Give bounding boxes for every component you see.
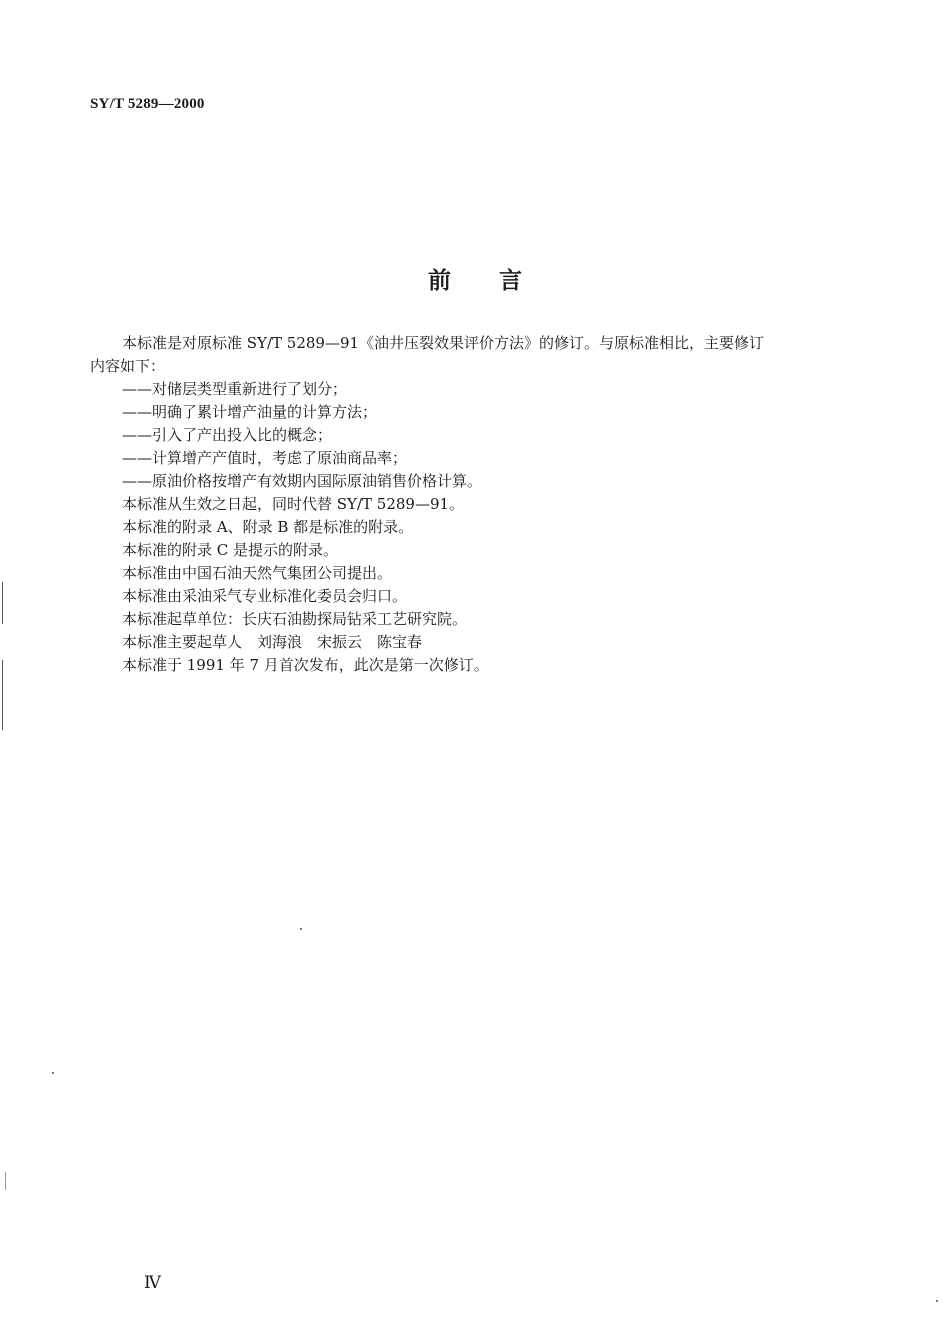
statement-supersedes: 本标准从生效之日起，同时代替 SY/T 5289—91。 xyxy=(122,495,465,513)
statement-publication-history: 本标准于 1991 年 7 月首次发布，此次是第一次修订。 xyxy=(122,656,489,674)
change-item: ——明确了累计增产油量的计算方法； xyxy=(122,403,378,421)
intro-paragraph xyxy=(90,332,820,355)
scan-speck xyxy=(52,1072,54,1074)
standard-code-header: SY/T 5289—2000 xyxy=(90,96,205,112)
scan-edge-mark xyxy=(2,660,3,730)
scan-edge-mark xyxy=(5,1172,6,1190)
statement-proposed-by: 本标准由中国石油天然气集团公司提出。 xyxy=(122,564,393,582)
intro-line-1: 本标准是对原标准 SY/T 5289—91《油井压裂效果评价方法》的修订。与原标准相比，主要修订 xyxy=(122,334,765,352)
document-body xyxy=(90,332,820,677)
page-title: 前言 xyxy=(428,268,570,294)
change-item: ——计算增产产值时，考虑了原油商品率； xyxy=(122,449,408,467)
statement-drafting-unit: 本标准起草单位：长庆石油勘探局钻采工艺研究院。 xyxy=(122,610,468,628)
statement-normative-annexes: 本标准的附录 A、附录 B 都是标准的附录。 xyxy=(122,518,414,536)
page-number: Ⅳ xyxy=(144,1273,161,1292)
statement-under-jurisdiction: 本标准由采油采气专业标准化委员会归口。 xyxy=(122,587,408,605)
intro-line-2: 内容如下： xyxy=(90,357,166,375)
change-item: ——原油价格按增产有效期内国际原油销售价格计算。 xyxy=(122,472,483,490)
scan-speck xyxy=(936,1300,938,1302)
change-item: ——对储层类型重新进行了划分； xyxy=(122,380,348,398)
scan-speck xyxy=(300,928,302,930)
scan-edge-mark xyxy=(2,582,3,624)
change-item: ——引入了产出投入比的概念； xyxy=(122,426,333,444)
intro-paragraph-continued xyxy=(90,355,820,378)
statement-informative-annex: 本标准的附录 C 是提示的附录。 xyxy=(122,541,339,559)
statement-drafters: 本标准主要起草人 刘海浪 宋振云 陈宝春 xyxy=(122,633,423,651)
